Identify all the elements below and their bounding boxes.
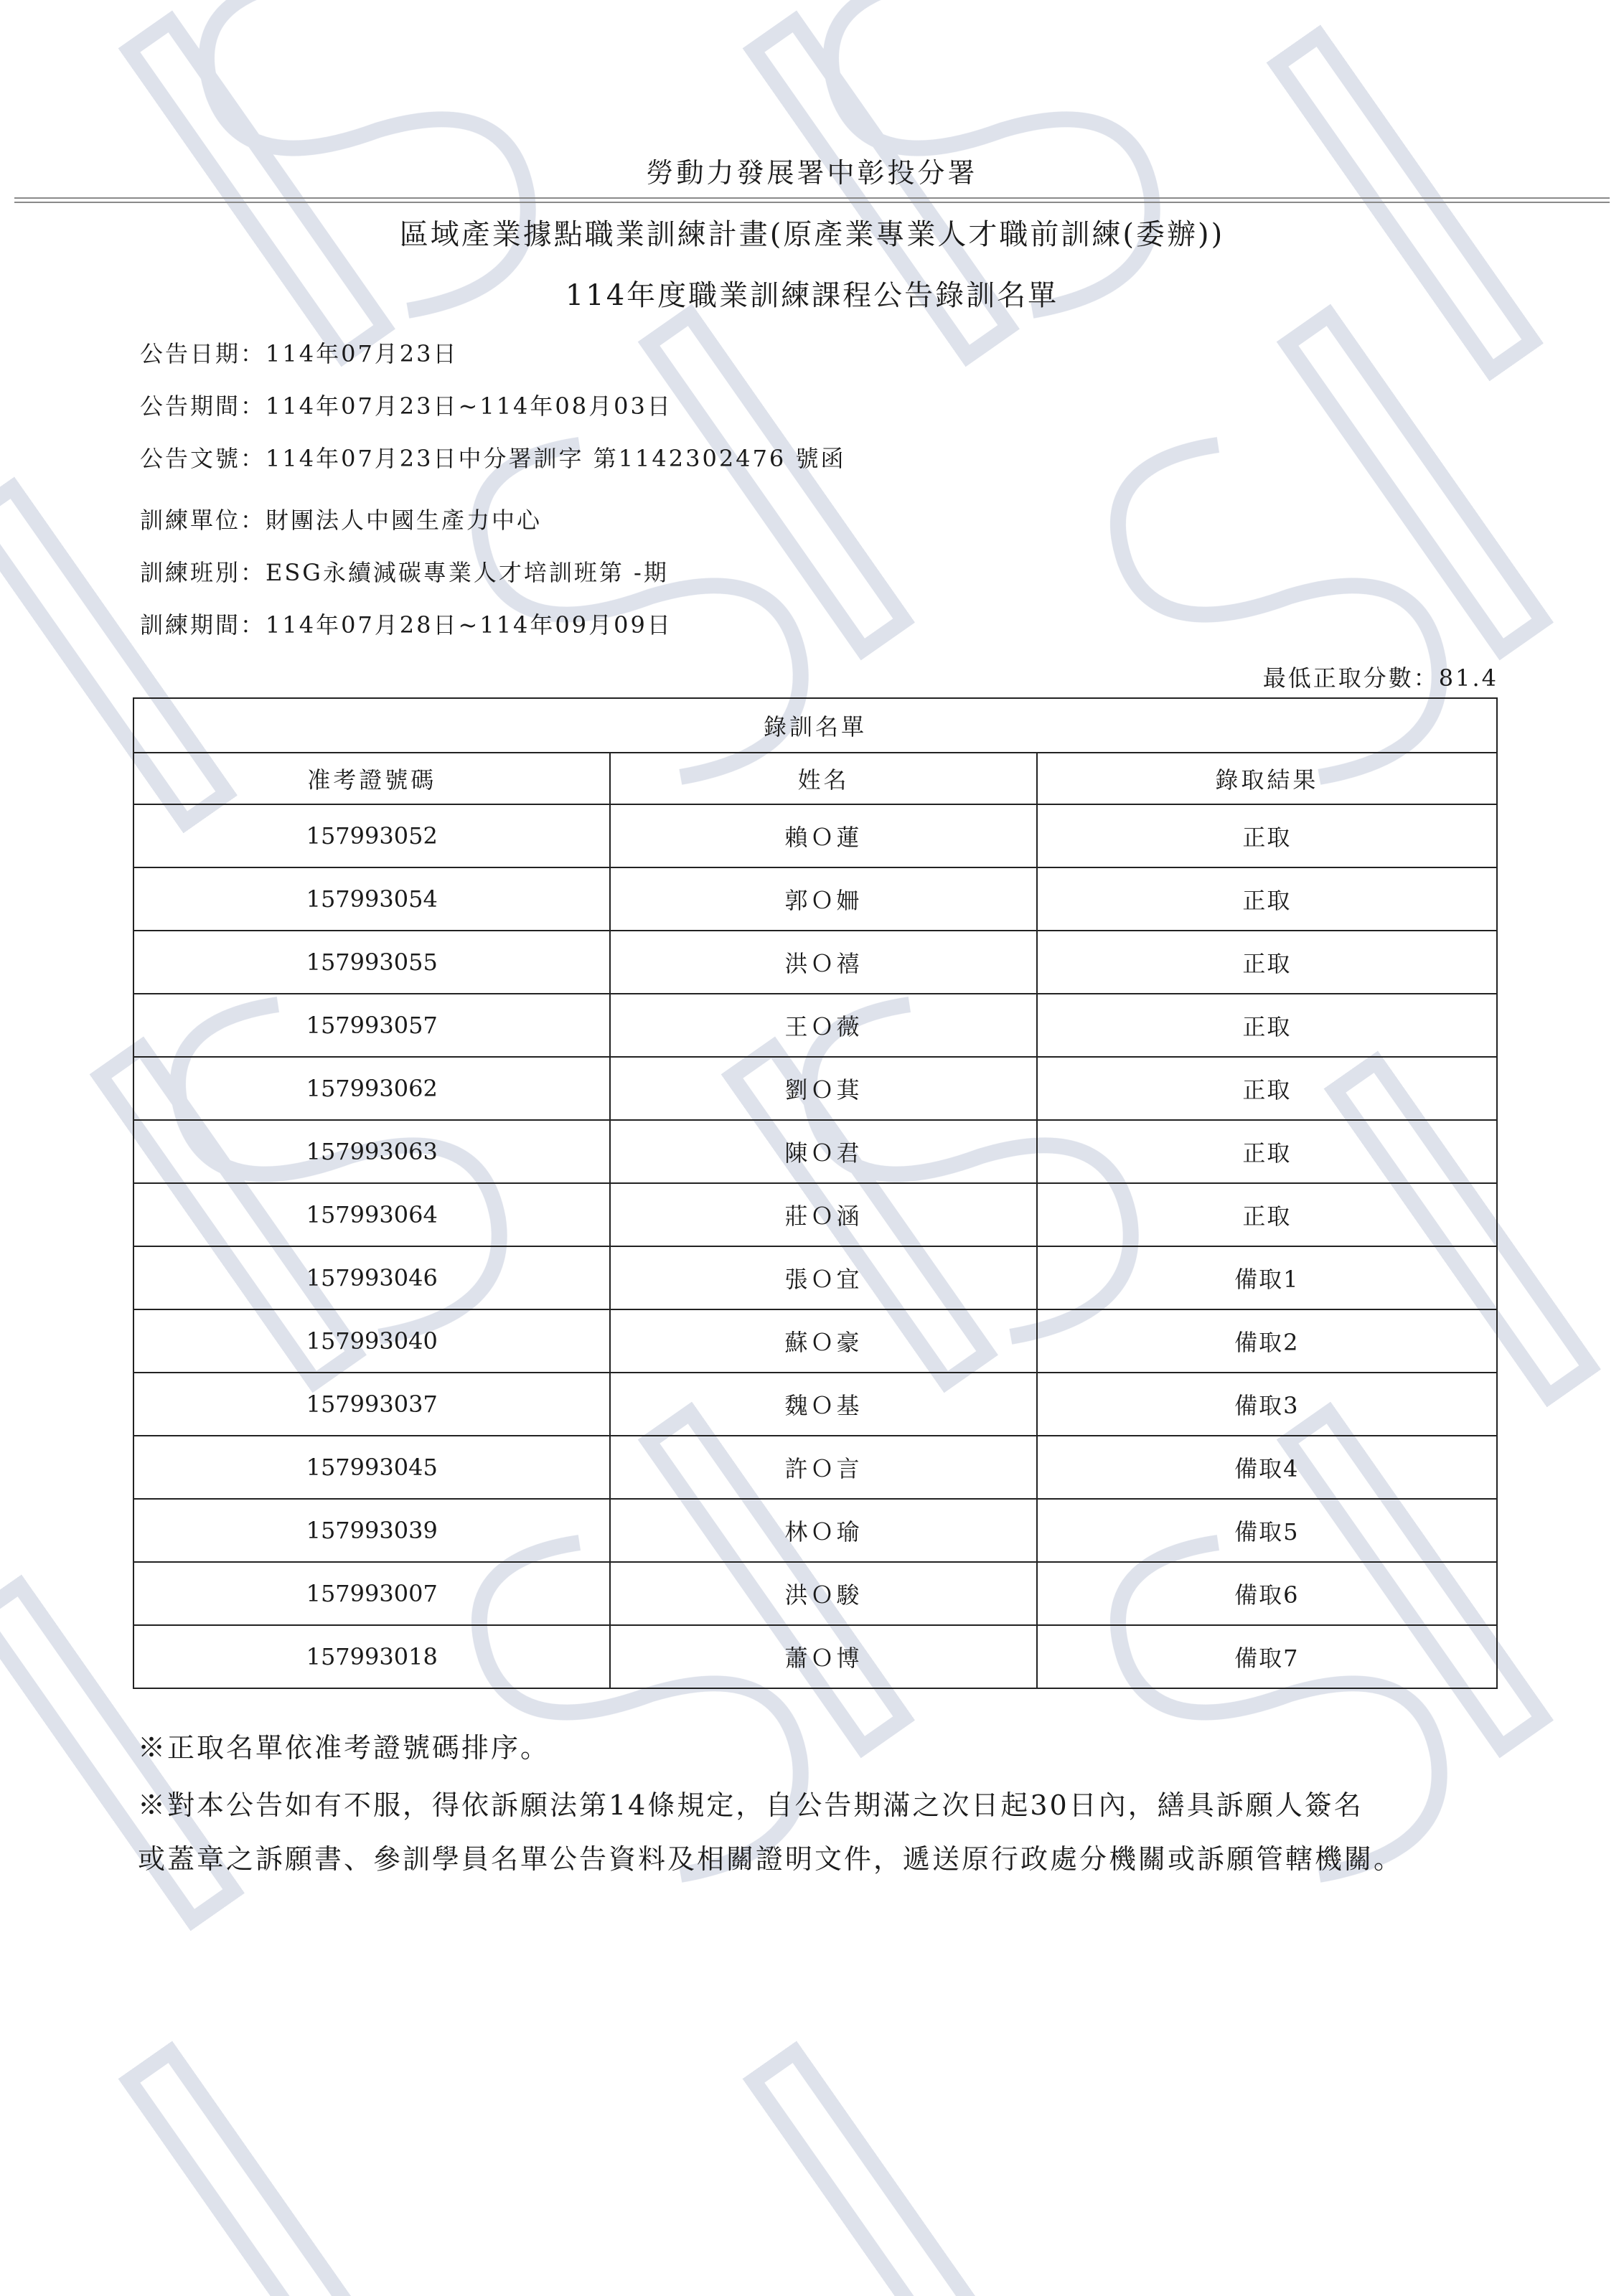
exam-number-cell: 157993007 xyxy=(133,1562,610,1625)
table-caption: 錄訓名單 xyxy=(133,698,1497,753)
table-row xyxy=(133,931,1497,994)
agency-title: 勞動力發展署中彰投分署 xyxy=(646,157,978,189)
name-cell: 賴Ｏ蓮 xyxy=(610,804,1036,867)
name-cell: 洪Ｏ駿 xyxy=(610,1562,1036,1625)
name-cell: 王Ｏ薇 xyxy=(610,994,1036,1057)
exam-number-cell: 157993064 xyxy=(133,1183,610,1246)
name-cell: 蕭Ｏ博 xyxy=(610,1625,1036,1688)
table-row xyxy=(133,1183,1497,1246)
table-row xyxy=(133,994,1497,1057)
result-cell: 正取 xyxy=(1037,804,1497,867)
result-cell: 備取3 xyxy=(1037,1373,1497,1436)
header-divider xyxy=(14,197,1610,203)
result-cell: 正取 xyxy=(1037,867,1497,931)
result-cell: 備取4 xyxy=(1037,1436,1497,1499)
exam-number-cell: 157993062 xyxy=(133,1057,610,1120)
document-number: 公告文號：114年07月23日中分署訓字 第1142302476 號函 xyxy=(140,445,846,472)
result-cell: 正取 xyxy=(1037,931,1497,994)
result-cell: 備取6 xyxy=(1037,1562,1497,1625)
exam-number-cell: 157993045 xyxy=(133,1436,610,1499)
exam-number-cell: 157993052 xyxy=(133,804,610,867)
table-row xyxy=(133,867,1497,931)
exam-number-cell: 157993037 xyxy=(133,1373,610,1436)
name-cell: 張Ｏ宜 xyxy=(610,1246,1036,1309)
table-row xyxy=(133,1625,1497,1688)
result-cell: 備取5 xyxy=(1037,1499,1497,1562)
table-row xyxy=(133,1499,1497,1562)
min-admission-score: 最低正取分數：81.4 xyxy=(1262,664,1498,692)
exam-number-cell: 157993063 xyxy=(133,1120,610,1183)
result-cell: 正取 xyxy=(1037,994,1497,1057)
table-row xyxy=(133,1436,1497,1499)
exam-number-cell: 157993040 xyxy=(133,1309,610,1373)
header-exam-number: 准考證號碼 xyxy=(133,753,610,804)
header-result: 錄取結果 xyxy=(1037,753,1497,804)
exam-number-cell: 157993018 xyxy=(133,1625,610,1688)
exam-number-cell: 157993046 xyxy=(133,1246,610,1309)
name-cell: 劉Ｏ萁 xyxy=(610,1057,1036,1120)
name-cell: 魏Ｏ基 xyxy=(610,1373,1036,1436)
list-title: 114年度職業訓練課程公告錄訓名單 xyxy=(565,279,1059,312)
name-cell: 許Ｏ言 xyxy=(610,1436,1036,1499)
training-unit: 訓練單位：財團法人中國生產力中心 xyxy=(140,507,543,534)
table-row xyxy=(133,1373,1497,1436)
table-row xyxy=(133,1120,1497,1183)
exam-number-cell: 157993055 xyxy=(133,931,610,994)
name-cell: 蘇Ｏ豪 xyxy=(610,1309,1036,1373)
exam-number-cell: 157993039 xyxy=(133,1499,610,1562)
table-row xyxy=(133,1246,1497,1309)
announce-date: 公告日期：114年07月23日 xyxy=(140,340,459,367)
training-class: 訓練班別：ESG永續減碳專業人才培訓班第 -期 xyxy=(140,559,669,586)
training-period: 訓練期間：114年07月28日~114年09月09日 xyxy=(140,611,672,639)
table-row xyxy=(133,1562,1497,1625)
table-row xyxy=(133,804,1497,867)
result-cell: 正取 xyxy=(1037,1057,1497,1120)
header-name: 姓名 xyxy=(610,753,1036,804)
result-cell: 備取2 xyxy=(1037,1309,1497,1373)
admission-table xyxy=(133,697,1498,1689)
sort-note: ※正取名單依准考證號碼排序。 xyxy=(138,1732,550,1764)
announce-period: 公告期間：114年07月23日~114年08月03日 xyxy=(140,392,672,420)
exam-number-cell: 157993054 xyxy=(133,867,610,931)
name-cell: 洪Ｏ禧 xyxy=(610,931,1036,994)
plan-title: 區域產業據點職業訓練計畫(原產業專業人才職前訓練(委辦)) xyxy=(399,218,1225,251)
appeal-note-line1: ※對本公告如有不服，得依訴願法第14條規定，自公告期滿之次日起30日內，繕具訴願人簽名 xyxy=(138,1789,1363,1821)
table-row xyxy=(133,1309,1497,1373)
appeal-note-line2: 或蓋章之訴願書、參訓學員名單公告資料及相關證明文件，遞送原行政處分機關或訴願管轄機關。 xyxy=(138,1843,1404,1875)
name-cell: 郭Ｏ姍 xyxy=(610,867,1036,931)
result-cell: 正取 xyxy=(1037,1183,1497,1246)
name-cell: 莊Ｏ涵 xyxy=(610,1183,1036,1246)
name-cell: 林Ｏ瑜 xyxy=(610,1499,1036,1562)
result-cell: 備取7 xyxy=(1037,1625,1497,1688)
exam-number-cell: 157993057 xyxy=(133,994,610,1057)
result-cell: 備取1 xyxy=(1037,1246,1497,1309)
table-row xyxy=(133,1057,1497,1120)
table-body xyxy=(133,804,1497,1688)
result-cell: 正取 xyxy=(1037,1120,1497,1183)
name-cell: 陳Ｏ君 xyxy=(610,1120,1036,1183)
